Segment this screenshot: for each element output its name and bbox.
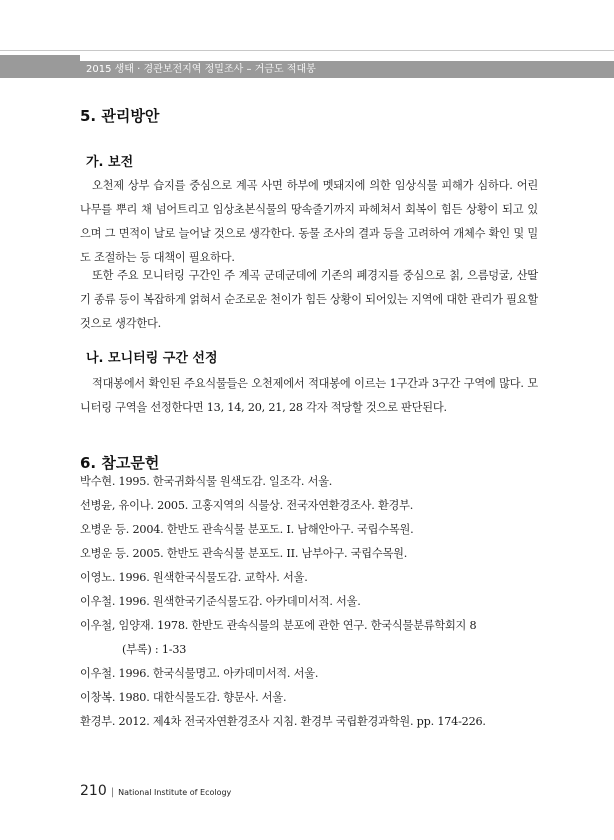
section-6-title: 6. 참고문헌 (80, 454, 160, 472)
reference-item: 이창복. 1980. 대한식물도감. 향문사. 서울. (80, 691, 287, 704)
subsection-b-paragraph-1 (80, 372, 538, 420)
organization-name: National Institute of Ecology (118, 788, 232, 797)
reference-item: 이우철. 1996. 원색한국기준식물도감. 아카데미서적. 서울. (80, 595, 361, 608)
reference-item: 오병운 등. 2004. 한반도 관속식물 분포도. I. 남해안아구. 국립수목원. (80, 523, 414, 536)
reference-item: 이우철. 1996. 한국식물명고. 아카데미서적. 서울. (80, 667, 319, 680)
running-title: 2015 생태 · 경관보전지역 정밀조사 – 거금도 적대봉 (86, 64, 316, 75)
reference-item: 이우철, 임양재. 1978. 한반도 관속식물의 분포에 관한 연구. 한국식물분류학회지 8 (부록) : 1-33 (80, 614, 540, 662)
reference-item: 환경부. 2012. 제4차 전국자연환경조사 지침. 환경부 국립환경과학원. pp. 174-226. (80, 715, 486, 728)
page-number: 210 (80, 783, 107, 799)
subsection-a-paragraph-2 (80, 264, 538, 336)
subsection-b-title: 나. 모니터링 구간 선정 (86, 351, 218, 366)
header-rule (0, 50, 614, 51)
paragraph-text: 적대봉에서 확인된 주요식물들은 오천제에서 적대봉에 이르는 1구간과 3구간 구역에 많다. 모니터링 구역을 선정한다면 13, 14, 20, 21, 28 각자 적당할 것으로 판단된다. (80, 377, 538, 414)
subsection-a-paragraph-1 (80, 174, 538, 270)
paragraph-text: 오천제 상부 습지를 중심으로 계곡 사면 하부에 멧돼지에 의한 임상식물 피해가 심하다. 어린나무를 뿌리 채 넘어트리고 임상초본식물의 땅속줄기까지 파헤쳐서 회복이 힘든 상황이 되고 있으며 그 면적이 날로 늘어날 것으로 생각한다. 동물 조사의 결과 등을 고려하여 개체수 확인 및 밀도 조절하는 등 대책이 필요하다. (80, 179, 538, 264)
section-5-title: 5. 관리방안 (80, 107, 160, 125)
subsection-a-title: 가. 보전 (86, 155, 134, 170)
reference-item: 선병윤, 유이나. 2005. 고홍지역의 식물상. 전국자연환경조사. 환경부. (80, 499, 414, 512)
paragraph-text: 또한 주요 모니터링 구간인 주 계곡 군데군데에 기존의 폐경지를 중심으로 칡, 으름덩굴, 산딸기 종류 등이 복잡하게 얽혀서 순조로운 천이가 힘든 상황이 되어있는 지역에 대한 관리가 필요할 것으로 생각한다. (80, 269, 538, 330)
reference-list (80, 470, 540, 734)
reference-item: 오병운 등. 2005. 한반도 관속식물 분포도. II. 남부아구. 국립수목원. (80, 547, 408, 560)
reference-item: 이영노. 1996. 원색한국식물도감. 교학사. 서울. (80, 571, 308, 584)
reference-continuation: (부록) : 1-33 (122, 643, 187, 656)
footer-separator: | (110, 787, 115, 798)
running-header (80, 61, 614, 78)
reference-item: 박수현. 1995. 한국귀화식물 원색도감. 일조각. 서울. (80, 475, 333, 488)
page-footer (80, 780, 231, 799)
header-band-left (0, 55, 80, 78)
